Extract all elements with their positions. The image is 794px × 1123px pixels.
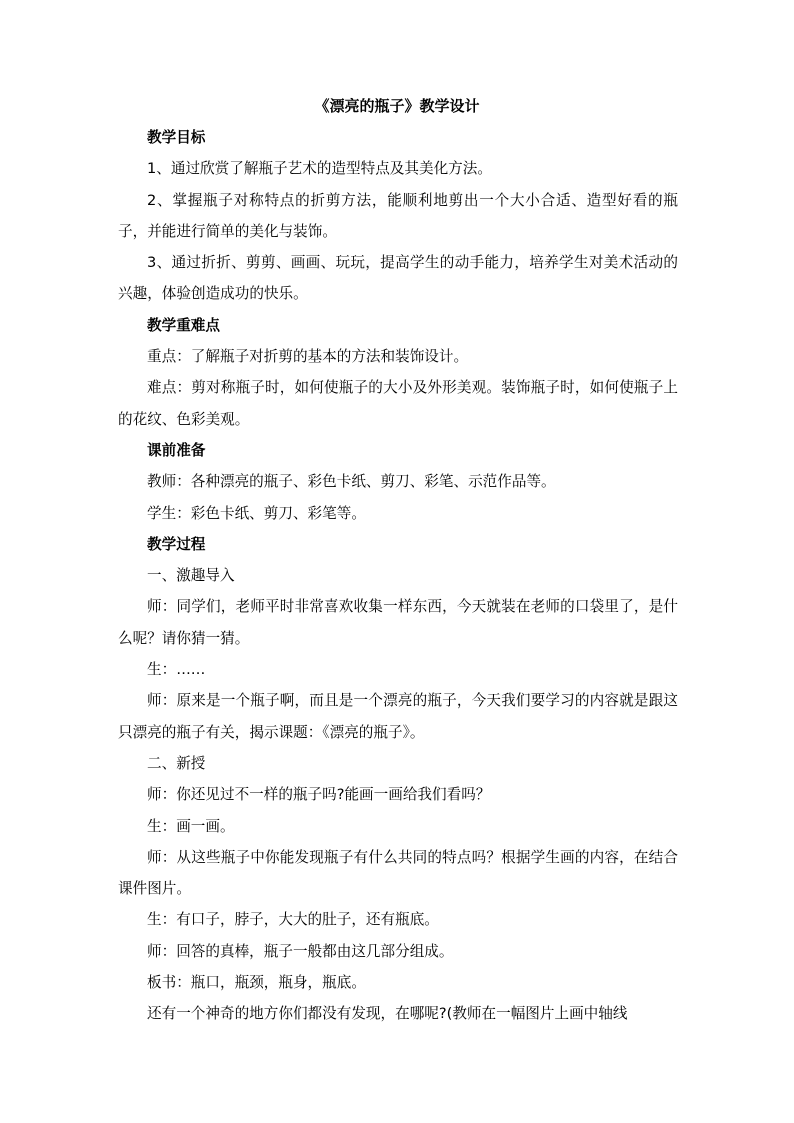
paragraph: 1、通过欣赏了解瓶子艺术的造型特点及其美化方法。 — [147, 160, 492, 178]
paragraph: 师：从这些瓶子中你能发现瓶子有什么共同的特点吗？根据学生画的内容，在结合课件图片。 — [118, 848, 678, 898]
paragraph: 3、通过折折、剪剪、画画、玩玩，提高学生的动手能力，培养学生对美术活动的兴趣，体验创造成功的快乐。 — [118, 254, 678, 303]
paragraph: 二、新授 — [147, 754, 206, 772]
document-body — [118, 122, 678, 1030]
paragraph: 学生：彩色卡纸、剪刀、彩笔等。 — [147, 504, 366, 522]
paragraph: 一、激趣导入 — [147, 567, 235, 585]
paragraph: 板书：瓶口，瓶颈，瓶身，瓶底。 — [147, 974, 366, 992]
paragraph: 师：你还见过不一样的瓶子吗?能画一画给我们看吗？ — [147, 786, 491, 804]
section-heading: 教学过程 — [147, 535, 206, 553]
paragraph: 难点：剪对称瓶子时，如何使瓶子的大小及外形美观。装饰瓶子时，如何使瓶子上的花纹、色彩美观。 — [118, 379, 678, 428]
section-heading: 教学重难点 — [147, 316, 220, 334]
paragraph: 生：…… — [147, 661, 206, 679]
document-title: 《漂亮的瓶子》教学设计 — [314, 97, 480, 115]
paragraph: 教师：各种漂亮的瓶子、彩色卡纸、剪刀、彩笔、示范作品等。 — [147, 473, 556, 491]
paragraph: 还有一个神奇的地方你们都没有发现，在哪呢?(教师在一幅图片上画中轴线 — [147, 1005, 628, 1023]
paragraph: 师：回答的真棒，瓶子一般都由这几部分组成。 — [147, 942, 454, 960]
paragraph: 生：有口子，脖子，大大的肚子，还有瓶底。 — [147, 911, 439, 929]
section-heading: 课前准备 — [147, 441, 206, 459]
paragraph: 2、掌握瓶子对称特点的折剪方法，能顺利地剪出一个大小合适、造型好看的瓶子，并能进行简单的美化与装饰。 — [118, 191, 678, 240]
paragraph: 师：同学们，老师平时非常喜欢收集一样东西，今天就装在老师的口袋里了，是什么呢？请你猜一猜。 — [118, 598, 678, 647]
paragraph: 生：画一画。 — [147, 817, 235, 835]
paragraph: 重点：了解瓶子对折剪的基本的方法和装饰设计。 — [147, 348, 469, 366]
section-heading: 教学目标 — [147, 129, 206, 146]
paragraph: 师：原来是一个瓶子啊，而且是一个漂亮的瓶子，今天我们要学习的内容就是跟这只漂亮的瓶子有关，揭示课题：《漂亮的瓶子》。 — [118, 692, 678, 741]
